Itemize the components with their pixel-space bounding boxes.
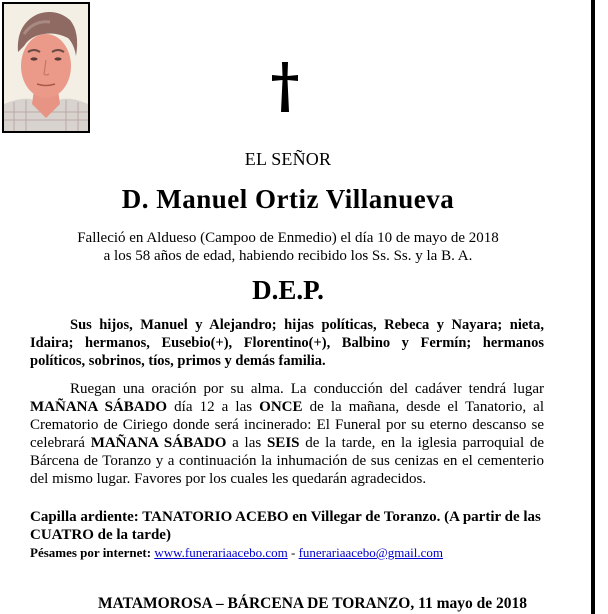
funeral-day-1: MAÑANA SÁBADO xyxy=(30,399,168,415)
dep-heading: D.E.P. xyxy=(252,275,324,305)
funeral-text-4: a las xyxy=(226,435,267,451)
cross-icon xyxy=(272,62,298,112)
pesames-label: Pésames por internet: xyxy=(30,545,152,560)
link-separator: - xyxy=(287,545,299,560)
pesames-line xyxy=(30,544,544,562)
funeral-text-2: día 12 a las xyxy=(167,399,260,415)
funeral-hour-2: SEIS xyxy=(266,435,300,451)
portrait-image xyxy=(4,4,88,131)
capilla-ardiente: Capilla ardiente: TANATORIO ACEBO en Villegar de Toranzo. (A partir de las CUATRO de la tarde) xyxy=(30,509,541,543)
footer-place-date: MATAMOROSA – BÁRCENA DE TORANZO, 11 mayo de 2018 xyxy=(98,595,528,612)
funeral-text-5: de la tarde, en la iglesia parroquial de Bárcena de Toranzo y a continuación la inhumación de sus cenizas en el cementerio del mismo lugar. Favores por los cuales les quedarán agradecidos. xyxy=(30,435,545,487)
funeral-hour-1: ONCE xyxy=(259,399,303,415)
deceased-name: D. Manuel Ortiz Villanueva xyxy=(121,184,455,214)
email-link[interactable]: funerariaacebo@gmail.com xyxy=(298,545,444,560)
death-info-line-2: a los 58 años de edad, habiendo recibido los Ss. Ss. y la B. A. xyxy=(103,248,473,264)
family-paragraph: Sus hijos, Manuel y Alejandro; hijas políticas, Rebeca y Nayara; nieta, Idaira; hermanos, Eusebio(+), Florentino(+), Balbino y Fermín; hermanos políticos, sobrinos, tíos, primos y demás familia. xyxy=(30,317,544,369)
portrait-photo xyxy=(2,2,90,133)
funeral-paragraph xyxy=(30,380,544,488)
right-border-bar xyxy=(591,0,595,614)
website-link[interactable]: www.funerariaacebo.com xyxy=(154,545,288,560)
title-prefix: EL SEÑOR xyxy=(244,149,332,169)
death-info-line-1: Falleció en Aldueso (Campoo de Enmedio) el día 10 de mayo de 2018 xyxy=(77,230,499,246)
funeral-text-3: de la mañana, desde el Tanatorio, al Crematorio de Ciriego donde será incinerado: El Funeral por su eterno descanso se celebrará xyxy=(30,399,544,451)
funeral-day-2: MAÑANA SÁBADO xyxy=(90,435,227,451)
funeral-text-1: Ruegan una oración por su alma. La conducción del cadáver tendrá lugar xyxy=(70,381,544,397)
death-info xyxy=(0,229,576,265)
